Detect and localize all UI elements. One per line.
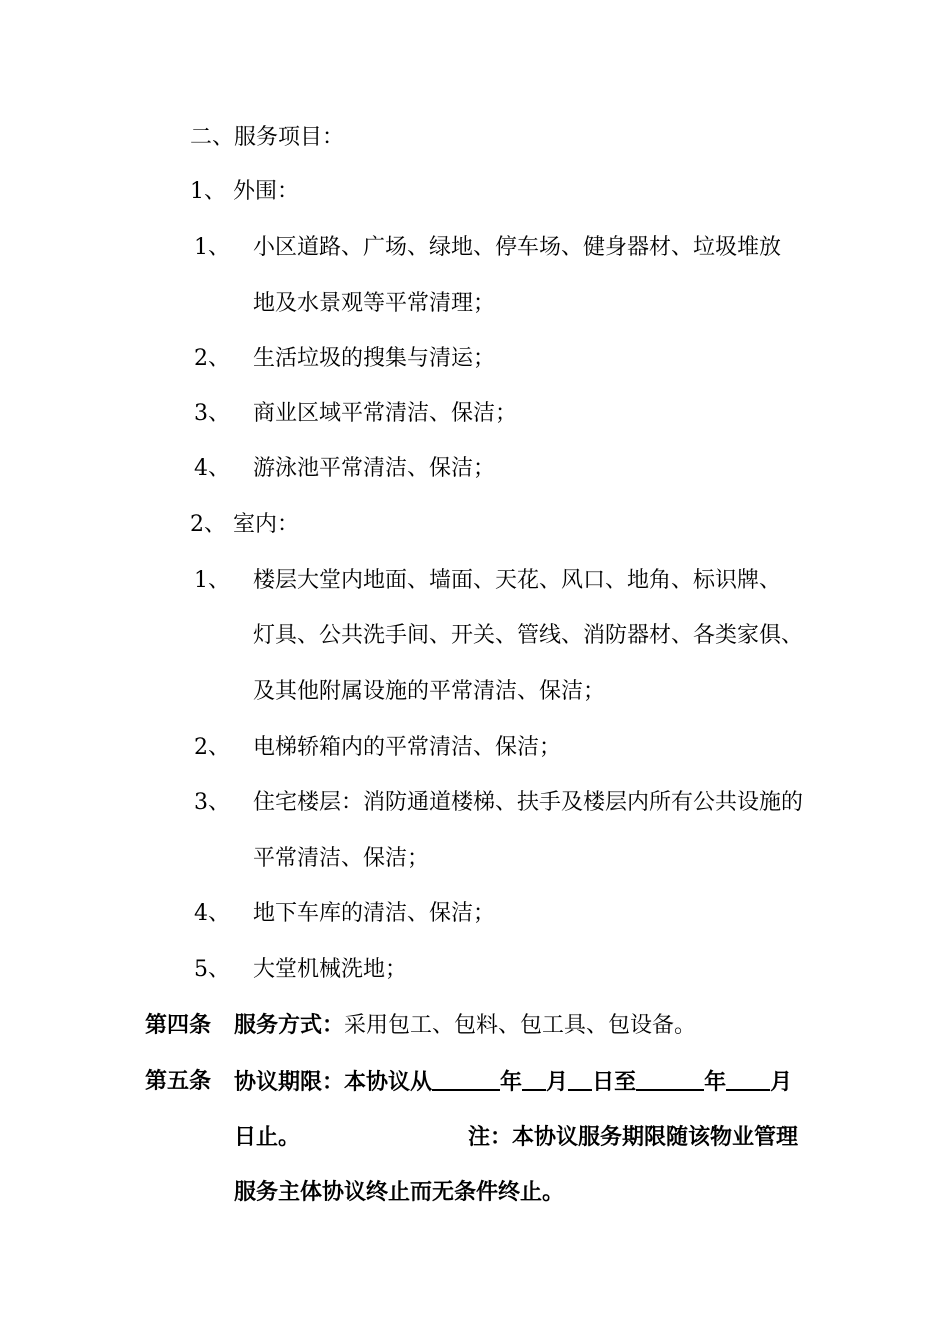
end-month-unit: 月 (770, 1069, 793, 1095)
article-5-end: 日止。 (234, 1124, 301, 1150)
indoor-item-1-line-3: 及其他附属设施的平常清洁、保洁； (253, 679, 606, 704)
outer-item-3-number: 3、 (194, 401, 230, 426)
indoor-item-3-line-2: 平常清洁、保洁； (253, 846, 430, 871)
indoor-item-1-line-1: 楼层大堂内地面、墙面、天花、风口、地角、标识牌、 (253, 568, 782, 593)
outer-heading: 1、 外围： (190, 179, 299, 204)
article-5-label: 第五条 (145, 1068, 212, 1094)
indoor-item-4-line-1: 地下车库的清洁、保洁； (253, 901, 496, 926)
end-year-blank[interactable] (636, 1067, 704, 1091)
outer-item-3-line-1: 商业区域平常清洁、保洁； (253, 401, 518, 426)
start-year-unit: 年 (500, 1069, 523, 1095)
outer-item-2-number: 2、 (194, 346, 230, 371)
end-month-blank[interactable] (726, 1067, 770, 1091)
indoor-item-3-number: 3、 (194, 790, 230, 815)
indoor-item-5-line-1: 大堂机械洗地； (253, 957, 408, 982)
start-day-unit: 日至 (592, 1069, 637, 1095)
article-4-label: 第四条 (145, 1012, 212, 1038)
start-month-unit: 月 (546, 1069, 569, 1095)
indoor-item-4-number: 4、 (194, 901, 230, 926)
article-4-text: 采用包工、包料、包工具、包设备。 (344, 1013, 697, 1038)
indoor-item-2-number: 2、 (194, 735, 230, 760)
article-4-title: 服务方式： (234, 1012, 345, 1038)
article-5-intro: 本协议从 (344, 1069, 433, 1095)
outer-item-4-number: 4、 (194, 456, 230, 481)
indoor-item-2-line-1: 电梯轿箱内的平常清洁、保洁； (253, 735, 562, 760)
indoor-item-3-line-1: 住宅楼层：消防通道楼梯、扶手及楼层内所有公共设施的 (253, 790, 804, 815)
article-5-title: 协议期限： (234, 1069, 345, 1095)
indoor-heading: 2、 室内： (190, 512, 299, 537)
article-5-line-1 (234, 1067, 792, 1096)
article-4-body (234, 1011, 696, 1040)
outer-item-1-line-1: 小区道路、广场、绿地、停车场、健身器材、垃圾堆放 (253, 235, 782, 260)
outer-item-4-line-1: 游泳池平常清洁、保洁； (253, 456, 496, 481)
start-day-blank[interactable] (568, 1067, 592, 1091)
outer-item-1-number: 1、 (194, 235, 230, 260)
section-two-heading: 二、服务项目： (190, 125, 345, 150)
start-year-blank[interactable] (432, 1067, 500, 1091)
article-5-note-line-2: 服务主体协议终止而无条件终止。 (234, 1179, 565, 1205)
start-month-blank[interactable] (522, 1067, 546, 1091)
outer-item-1-line-2: 地及水景观等平常清理； (253, 291, 496, 316)
outer-item-2-line-1: 生活垃圾的搜集与清运； (253, 346, 496, 371)
indoor-item-1-number: 1、 (194, 568, 230, 593)
article-5-note-line-1: 注：本协议服务期限随该物业管理 (468, 1124, 799, 1150)
indoor-item-5-number: 5、 (194, 957, 230, 982)
end-year-unit: 年 (704, 1069, 727, 1095)
indoor-item-1-line-2: 灯具、公共洗手间、开关、管线、消防器材、各类家俱、 (253, 623, 804, 648)
